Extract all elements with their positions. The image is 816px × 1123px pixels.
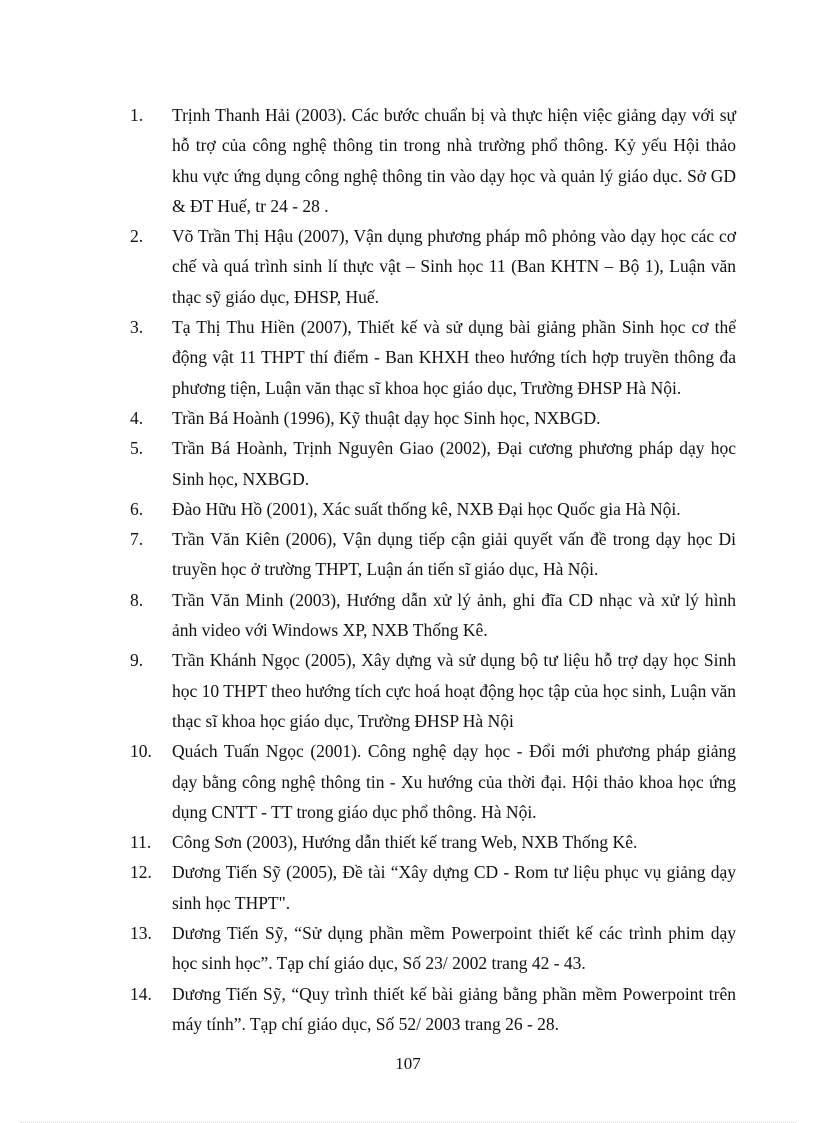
- reference-number: 7.: [130, 529, 144, 550]
- reference-number: 11.: [130, 832, 152, 853]
- reference-text: Trịnh Thanh Hải (2003). Các bước chuẩn bị và thực hiện việc giảng dạy với sự hỗ trợ của công nghệ thông tin trong nhà trường phổ thông. Kỷ yếu Hội thảo khu vực ứng dụng công nghệ thông tin vào dạy học và quản lý giáo dục. Sở GD & ĐT Huế, tr 24 - 28 .: [172, 105, 736, 216]
- reference-text: Đào Hữu Hồ (2001), Xác suất thống kê, NXB Đại học Quốc gia Hà Nội.: [172, 498, 681, 519]
- reference-text: Trần Bá Hoành (1996), Kỹ thuật dạy học Sinh học, NXBGD.: [172, 407, 601, 428]
- reference-item: [130, 827, 736, 857]
- reference-item: [130, 403, 736, 433]
- reference-list: [130, 100, 736, 1039]
- reference-item: [130, 918, 736, 979]
- reference-number: 8.: [130, 589, 144, 610]
- reference-number: 5.: [130, 438, 144, 459]
- reference-item: [130, 433, 736, 494]
- reference-text: Dương Tiến Sỹ, “Sử dụng phần mềm Powerpoint thiết kế các trình phim dạy học sinh học”. Tạp chí giáo dục, Số 23/ 2002 trang 42 - 43.: [172, 923, 736, 974]
- reference-item: [130, 979, 736, 1040]
- reference-text: Trần Khánh Ngọc (2005), Xây dựng và sử dụng bộ tư liệu hỗ trợ dạy học Sinh học 10 THPT theo hướng tích cực hoá hoạt động học tập của học sinh, Luận văn thạc sĩ khoa học giáo dục, Trường ĐHSP Hà Nội: [172, 650, 736, 731]
- reference-text: Dương Tiến Sỹ (2005), Đề tài “Xây dựng CD - Rom tư liệu phục vụ giảng dạy sinh học THPT".: [172, 862, 736, 913]
- reference-text: Võ Trần Thị Hậu (2007), Vận dụng phương pháp mô phỏng vào dạy học các cơ chế và quá trình sinh lí thực vật – Sinh học 11 (Ban KHTN – Bộ 1), Luận văn thạc sỹ giáo dục, ĐHSP, Huế.: [172, 226, 736, 307]
- reference-item: [130, 857, 736, 918]
- reference-text: Dương Tiến Sỹ, “Quy trình thiết kế bài giảng bằng phần mềm Powerpoint trên máy tính”. Tạp chí giáo dục, Số 52/ 2003 trang 26 - 28.: [172, 983, 736, 1034]
- reference-text: Trần Văn Kiên (2006), Vận dụng tiếp cận giải quyết vấn đề trong dạy học Di truyền học ở trường THPT, Luận án tiến sĩ giáo dục, Hà Nội.: [172, 529, 736, 580]
- reference-item: [130, 100, 736, 221]
- reference-item: [130, 585, 736, 646]
- reference-number: 6.: [130, 498, 144, 519]
- reference-text: Công Sơn (2003), Hướng dẫn thiết kế trang Web, NXB Thống Kê.: [172, 832, 638, 853]
- page-number: 107: [395, 1054, 421, 1073]
- reference-number: 12.: [130, 862, 152, 883]
- reference-item: [130, 312, 736, 403]
- reference-number: 10.: [130, 741, 152, 762]
- reference-number: 9.: [130, 650, 144, 671]
- reference-item: [130, 221, 736, 312]
- reference-item: [130, 645, 736, 736]
- reference-text: Trần Văn Minh (2003), Hướng dẫn xử lý ảnh, ghi đĩa CD nhạc và xử lý hình ảnh video với Windows XP, NXB Thống Kê.: [172, 589, 736, 641]
- reference-text: Trần Bá Hoành, Trịnh Nguyên Giao (2002), Đại cương phương pháp dạy học Sinh học, NXBGD.: [172, 438, 736, 489]
- reference-number: 3.: [130, 317, 144, 338]
- reference-item: [130, 494, 736, 524]
- reference-text: Quách Tuấn Ngọc (2001). Công nghệ dạy học - Đổi mới phương pháp giảng dạy bằng công nghệ thông tin - Xu hướng của thời đại. Hội thảo khoa học ứng dụng CNTT - TT trong giáo dục phổ thông. Hà Nội.: [172, 741, 736, 822]
- reference-item: [130, 524, 736, 585]
- reference-number: 14.: [130, 983, 152, 1004]
- reference-number: 4.: [130, 407, 144, 428]
- reference-number: 13.: [130, 923, 152, 944]
- reference-text: Tạ Thị Thu Hiền (2007), Thiết kế và sử dụng bài giảng phần Sinh học cơ thể động vật 11 THPT thí điểm - Ban KHXH theo hướng tích hợp truyền thông đa phương tiện, Luận văn thạc sĩ khoa học giáo dục, Trường ĐHSP Hà Nội.: [172, 317, 736, 398]
- reference-number: 2.: [130, 226, 144, 247]
- reference-item: [130, 736, 736, 827]
- reference-number: 1.: [130, 105, 144, 125]
